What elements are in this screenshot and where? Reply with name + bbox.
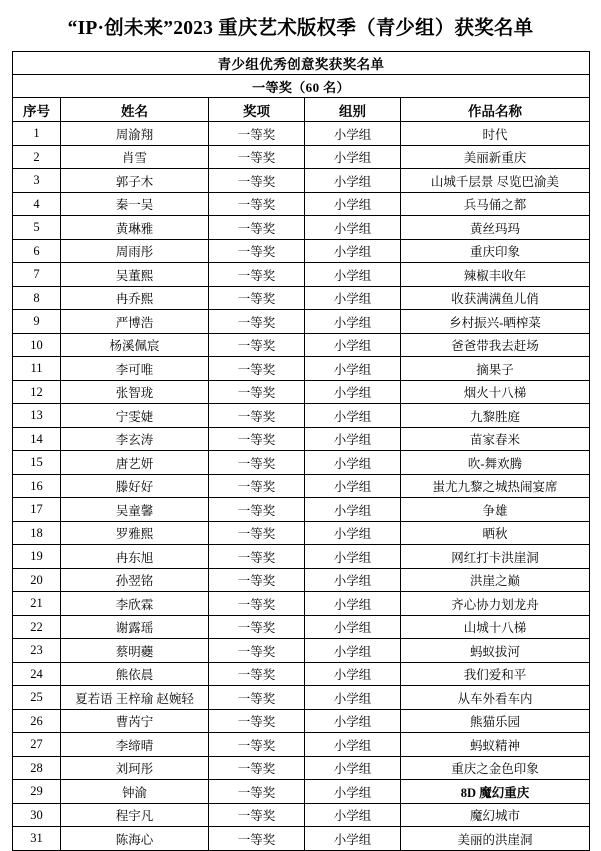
cell-award: 一等奖 — [209, 639, 305, 663]
cell-work: 辣椒丰收年 — [401, 263, 590, 287]
table-row — [13, 263, 590, 287]
cell-index: 9 — [13, 310, 61, 334]
column-header-work: 作品名称 — [401, 98, 590, 122]
cell-group: 小学组 — [305, 827, 401, 851]
page-title: “IP·创未来”2023 重庆艺术版权季（青少组）获奖名单 — [67, 18, 534, 39]
cell-group: 小学组 — [305, 639, 401, 663]
cell-work: 齐心协力划龙舟 — [401, 592, 590, 616]
table-row — [13, 380, 590, 404]
cell-work: 我们爱和平 — [401, 662, 590, 686]
cell-index: 26 — [13, 709, 61, 733]
cell-award: 一等奖 — [209, 286, 305, 310]
cell-index: 13 — [13, 404, 61, 428]
column-header-index: 序号 — [13, 98, 61, 122]
table-row — [13, 169, 590, 193]
cell-group: 小学组 — [305, 568, 401, 592]
table-band-subtitle — [13, 75, 590, 98]
cell-work: 摘果子 — [401, 357, 590, 381]
cell-work: 美丽新重庆 — [401, 145, 590, 169]
cell-index: 25 — [13, 686, 61, 710]
cell-name: 夏若语 王梓瑜 赵婉轻 — [61, 686, 209, 710]
cell-index: 31 — [13, 827, 61, 851]
table-row — [13, 333, 590, 357]
cell-award: 一等奖 — [209, 568, 305, 592]
cell-name: 周雨彤 — [61, 239, 209, 263]
cell-work: 烟火十八梯 — [401, 380, 590, 404]
cell-index: 30 — [13, 803, 61, 827]
cell-group: 小学组 — [305, 662, 401, 686]
cell-award: 一等奖 — [209, 451, 305, 475]
cell-work: 网红打卡洪崖洞 — [401, 545, 590, 569]
cell-index: 28 — [13, 756, 61, 780]
table-row — [13, 310, 590, 334]
cell-work: 从车外看车内 — [401, 686, 590, 710]
cell-group: 小学组 — [305, 756, 401, 780]
table-row — [13, 216, 590, 240]
table-row — [13, 239, 590, 263]
cell-work: 吹-舞欢腾 — [401, 451, 590, 475]
cell-name: 滕好好 — [61, 474, 209, 498]
table-row — [13, 756, 590, 780]
cell-group: 小学组 — [305, 145, 401, 169]
cell-group: 小学组 — [305, 521, 401, 545]
cell-name: 陈海心 — [61, 827, 209, 851]
cell-name: 孙翌铭 — [61, 568, 209, 592]
cell-award: 一等奖 — [209, 216, 305, 240]
table-row — [13, 451, 590, 475]
cell-work: 争雄 — [401, 498, 590, 522]
cell-work: 蚂蚁精神 — [401, 733, 590, 757]
table-header-row — [13, 98, 590, 122]
cell-index: 6 — [13, 239, 61, 263]
cell-work: 熊猫乐园 — [401, 709, 590, 733]
cell-work: 时代 — [401, 122, 590, 146]
cell-group: 小学组 — [305, 451, 401, 475]
cell-index: 8 — [13, 286, 61, 310]
cell-name: 秦一吴 — [61, 192, 209, 216]
cell-index: 4 — [13, 192, 61, 216]
cell-work: 重庆之金色印象 — [401, 756, 590, 780]
cell-name: 严博浩 — [61, 310, 209, 334]
table-row — [13, 357, 590, 381]
table-row — [13, 639, 590, 663]
cell-work: 九黎胜庭 — [401, 404, 590, 428]
cell-group: 小学组 — [305, 733, 401, 757]
cell-index: 17 — [13, 498, 61, 522]
cell-award: 一等奖 — [209, 404, 305, 428]
cell-group: 小学组 — [305, 615, 401, 639]
cell-group: 小学组 — [305, 310, 401, 334]
cell-group: 小学组 — [305, 709, 401, 733]
cell-work: 蚩尤九黎之城热闹宴席 — [401, 474, 590, 498]
cell-name: 钟渝 — [61, 780, 209, 804]
cell-group: 小学组 — [305, 357, 401, 381]
cell-award: 一等奖 — [209, 545, 305, 569]
cell-name: 熊依晨 — [61, 662, 209, 686]
cell-name: 吴童馨 — [61, 498, 209, 522]
cell-index: 29 — [13, 780, 61, 804]
cell-index: 22 — [13, 615, 61, 639]
cell-group: 小学组 — [305, 192, 401, 216]
cell-name: 唐艺妍 — [61, 451, 209, 475]
cell-name: 周渝翔 — [61, 122, 209, 146]
cell-award: 一等奖 — [209, 380, 305, 404]
cell-work: 黄丝玛玛 — [401, 216, 590, 240]
cell-award: 一等奖 — [209, 780, 305, 804]
cell-group: 小学组 — [305, 780, 401, 804]
cell-award: 一等奖 — [209, 498, 305, 522]
cell-work: 乡村振兴-晒榨菜 — [401, 310, 590, 334]
cell-name: 郭子木 — [61, 169, 209, 193]
cell-award: 一等奖 — [209, 803, 305, 827]
cell-index: 12 — [13, 380, 61, 404]
cell-group: 小学组 — [305, 404, 401, 428]
cell-index: 20 — [13, 568, 61, 592]
cell-work: 洪崖之巅 — [401, 568, 590, 592]
cell-award: 一等奖 — [209, 521, 305, 545]
cell-name: 黄琳雅 — [61, 216, 209, 240]
table-row — [13, 709, 590, 733]
cell-award: 一等奖 — [209, 827, 305, 851]
cell-index: 21 — [13, 592, 61, 616]
cell-index: 3 — [13, 169, 61, 193]
table-row — [13, 733, 590, 757]
cell-name: 程宇凡 — [61, 803, 209, 827]
cell-group: 小学组 — [305, 545, 401, 569]
table-body — [13, 52, 590, 851]
cell-index: 24 — [13, 662, 61, 686]
cell-index: 23 — [13, 639, 61, 663]
cell-work: 8D 魔幻重庆 — [401, 780, 590, 804]
table-row — [13, 545, 590, 569]
cell-group: 小学组 — [305, 216, 401, 240]
cell-name: 谢露瑶 — [61, 615, 209, 639]
cell-group: 小学组 — [305, 380, 401, 404]
band-subtitle-text: 一等奖（60 名） — [13, 75, 590, 98]
cell-award: 一等奖 — [209, 615, 305, 639]
cell-name: 吴董熙 — [61, 263, 209, 287]
table-row — [13, 474, 590, 498]
table-row — [13, 404, 590, 428]
cell-award: 一等奖 — [209, 733, 305, 757]
cell-group: 小学组 — [305, 333, 401, 357]
cell-index: 15 — [13, 451, 61, 475]
cell-name: 李欣霖 — [61, 592, 209, 616]
table-row — [13, 662, 590, 686]
cell-index: 1 — [13, 122, 61, 146]
cell-index: 10 — [13, 333, 61, 357]
table-row — [13, 686, 590, 710]
cell-award: 一等奖 — [209, 662, 305, 686]
cell-index: 27 — [13, 733, 61, 757]
table-row — [13, 780, 590, 804]
cell-work: 蚂蚁拔河 — [401, 639, 590, 663]
cell-name: 冉东旭 — [61, 545, 209, 569]
cell-name: 宁雯婕 — [61, 404, 209, 428]
column-header-award: 奖项 — [209, 98, 305, 122]
band-title-text: 青少组优秀创意奖获奖名单 — [13, 52, 590, 75]
table-row — [13, 192, 590, 216]
table-row — [13, 498, 590, 522]
cell-name: 曹芮宁 — [61, 709, 209, 733]
award-list-table — [12, 51, 590, 851]
cell-award: 一等奖 — [209, 310, 305, 334]
column-header-group: 组别 — [305, 98, 401, 122]
cell-group: 小学组 — [305, 498, 401, 522]
cell-group: 小学组 — [305, 239, 401, 263]
cell-name: 李玄涛 — [61, 427, 209, 451]
cell-award: 一等奖 — [209, 427, 305, 451]
cell-name: 罗雅熙 — [61, 521, 209, 545]
cell-name: 张智珑 — [61, 380, 209, 404]
cell-award: 一等奖 — [209, 333, 305, 357]
cell-award: 一等奖 — [209, 756, 305, 780]
cell-work: 美丽的洪崖洞 — [401, 827, 590, 851]
cell-work: 收获满满鱼儿俏 — [401, 286, 590, 310]
cell-name: 冉乔熙 — [61, 286, 209, 310]
cell-work: 晒秋 — [401, 521, 590, 545]
cell-index: 14 — [13, 427, 61, 451]
table-row — [13, 286, 590, 310]
cell-work: 山城十八梯 — [401, 615, 590, 639]
table-row — [13, 803, 590, 827]
cell-work: 山城千层景 尽览巴渝美 — [401, 169, 590, 193]
cell-group: 小学组 — [305, 592, 401, 616]
cell-name: 肖雪 — [61, 145, 209, 169]
cell-name: 李可唯 — [61, 357, 209, 381]
cell-index: 2 — [13, 145, 61, 169]
table-row — [13, 592, 590, 616]
table-row — [13, 568, 590, 592]
cell-work: 苗家春米 — [401, 427, 590, 451]
cell-award: 一等奖 — [209, 686, 305, 710]
cell-index: 19 — [13, 545, 61, 569]
cell-award: 一等奖 — [209, 592, 305, 616]
cell-name: 杨溪佩宸 — [61, 333, 209, 357]
cell-group: 小学组 — [305, 263, 401, 287]
cell-group: 小学组 — [305, 686, 401, 710]
column-header-name: 姓名 — [61, 98, 209, 122]
cell-work: 兵马俑之都 — [401, 192, 590, 216]
cell-index: 16 — [13, 474, 61, 498]
cell-work: 爸爸带我去赶场 — [401, 333, 590, 357]
cell-award: 一等奖 — [209, 263, 305, 287]
table-row — [13, 615, 590, 639]
cell-award: 一等奖 — [209, 709, 305, 733]
cell-group: 小学组 — [305, 803, 401, 827]
cell-award: 一等奖 — [209, 192, 305, 216]
cell-work: 重庆印象 — [401, 239, 590, 263]
cell-award: 一等奖 — [209, 357, 305, 381]
cell-award: 一等奖 — [209, 474, 305, 498]
cell-index: 18 — [13, 521, 61, 545]
cell-group: 小学组 — [305, 286, 401, 310]
cell-award: 一等奖 — [209, 169, 305, 193]
cell-work: 魔幻城市 — [401, 803, 590, 827]
cell-group: 小学组 — [305, 427, 401, 451]
cell-award: 一等奖 — [209, 239, 305, 263]
cell-group: 小学组 — [305, 122, 401, 146]
cell-index: 11 — [13, 357, 61, 381]
cell-group: 小学组 — [305, 169, 401, 193]
table-row — [13, 122, 590, 146]
cell-award: 一等奖 — [209, 145, 305, 169]
cell-name: 刘珂彤 — [61, 756, 209, 780]
table-row — [13, 521, 590, 545]
cell-index: 7 — [13, 263, 61, 287]
table-band-title — [13, 52, 590, 75]
cell-group: 小学组 — [305, 474, 401, 498]
cell-award: 一等奖 — [209, 122, 305, 146]
cell-name: 李缔晴 — [61, 733, 209, 757]
cell-name: 蔡明蘷 — [61, 639, 209, 663]
table-row — [13, 145, 590, 169]
table-row — [13, 427, 590, 451]
cell-index: 5 — [13, 216, 61, 240]
